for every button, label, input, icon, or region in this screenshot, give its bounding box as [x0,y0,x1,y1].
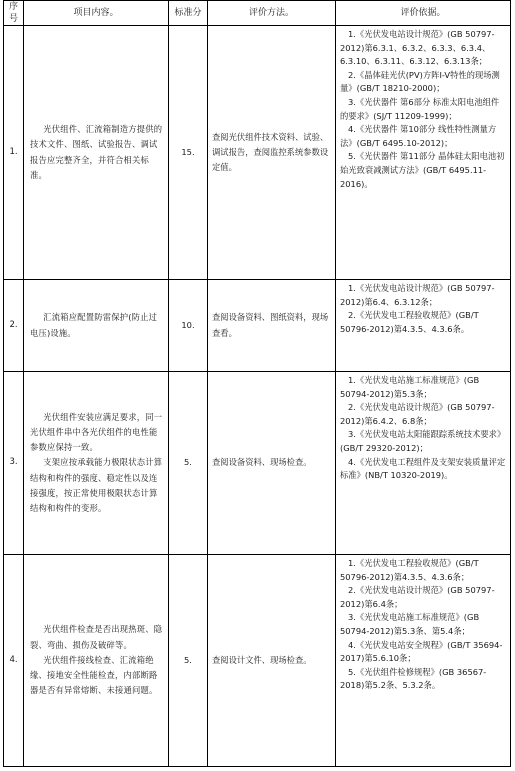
header-no: 序号 [4,1,24,26]
evaluation-basis [336,26,511,280]
basis-entry: 2.《光伏发电站设计规范》(GB 50797-2012)第6.4条； [340,585,495,609]
evaluation-method: 查阅设备资料、现场检查。 [208,372,336,555]
item-paragraph: 支架应按承载能力极限状态计算结构和构件的强度、稳定性以及连接强度，按正常使用极限状态计算结构和构件的变形。 [30,457,163,513]
basis-entry: 2.《光伏发电站设计规范》(GB 50797-2012)第6.4.2、6.8条； [340,402,495,426]
row-number: 3. [4,372,24,555]
table-row [4,280,511,372]
item-content [24,280,169,372]
table-row [4,372,511,555]
item-paragraph: 光伏组件接线检查、汇流箱绝缘、接地安全性能检查，内部断路器是否有异常熔断、未接通问题。 [30,654,158,696]
basis-entry: 2.《晶体硅光伏(PV)方阵I-V特性的现场测量》(GB/T 18210-2000)； [340,69,500,94]
evaluation-method: 查阅设备资料、图纸资料，现场查看。 [208,280,336,372]
item-paragraph: 汇流箱应配置防雷保护(防止过电压)设施。 [30,312,158,338]
item-content [24,555,169,767]
evaluation-method: 查阅光伏组件技术资料、试验、调试报告，查阅监控系统参数设定值。 [208,26,336,280]
item-paragraph: 光伏组件安装应满足要求，同一光伏组件串中各光伏组件的电性能参数应保持一致。 [30,411,163,453]
item-content [24,26,169,280]
table-header-row [4,1,511,26]
row-number: 4. [4,555,24,767]
basis-entry: 5.《光伏器件 第11部分 晶体硅太阳电池初始光致衰减测试方法》(GB/T 6495.11-2016)。 [340,151,505,189]
evaluation-method: 查阅设计文件、现场检查。 [208,555,336,767]
basis-entry: 3.《光伏器件 第6部分 标准太阳电池组件的要求》(SJ/T 11209-1999)； [340,96,500,121]
header-basis: 评价依据。 [336,1,511,26]
row-number: 2. [4,280,24,372]
evaluation-table [3,0,511,767]
basis-entry: 1.《光伏发电站设计规范》(GB 50797-2012)第6.4、6.3.12条； [340,283,495,307]
basis-entry: 4.《光伏器件 第10部分 线性特性测量方法》(GB/T 6495.10-2012)； [340,124,497,148]
evaluation-basis [336,280,511,372]
standard-score: 10. [169,280,208,372]
basis-entry: 5.《光伏组件检修规程》(GB 36567-2018)第5.2条、5.3.2条。 [340,666,487,691]
basis-entry: 1.《光伏发电站设计规范》(GB 50797-2012)第6.3.1、6.3.2、6.3.3、6.3.4、6.3.10、6.3.11、6.3.12、6.3.13条； [340,29,495,67]
item-content [24,372,169,555]
evaluation-basis [336,555,511,767]
item-paragraph: 光伏组件检查是否出现热斑、隐裂、弯曲、损伤及破碎等。 [30,624,163,650]
basis-entry: 1.《光伏发电站施工标准规范》(GB 50794-2012)第5.3条； [340,375,480,399]
header-item: 项目内容。 [24,1,169,26]
row-number: 1. [4,26,24,280]
basis-entry: 3.《光伏发电站太阳能跟踪系统技术要求》(GB/T 29320-2012)； [340,429,506,453]
basis-entry: 4.《光伏发电工程组件及支架安装质量评定标准》(NB/T 10320-2019)。 [340,456,506,481]
header-method: 评价方法。 [208,1,336,26]
table-row [4,26,511,280]
basis-entry: 3.《光伏发电站施工标准规范》(GB 50794-2012)第5.3条、第5.4条； [340,612,480,636]
header-score: 标准分 [169,1,208,26]
evaluation-basis [336,372,511,555]
standard-score: 5. [169,555,208,767]
item-paragraph: 光伏组件、汇流箱制造方提供的技术文件、图纸、试验报告、调试报告应完整齐全，并符合相关标准。 [30,124,163,180]
table-row [4,555,511,767]
standard-score: 5. [169,372,208,555]
basis-entry: 2.《光伏发电工程验收规范》(GB/T 50796-2012)第4.3.5、4.3.6条。 [340,310,479,334]
basis-entry: 1.《光伏发电工程验收规范》(GB/T 50796-2012)第4.3.5、4.3.6条； [340,558,479,582]
basis-entry: 4.《光伏发电站安全规程》(GB/T 35694-2017)第5.6.10条； [340,639,503,664]
standard-score: 15. [169,26,208,280]
